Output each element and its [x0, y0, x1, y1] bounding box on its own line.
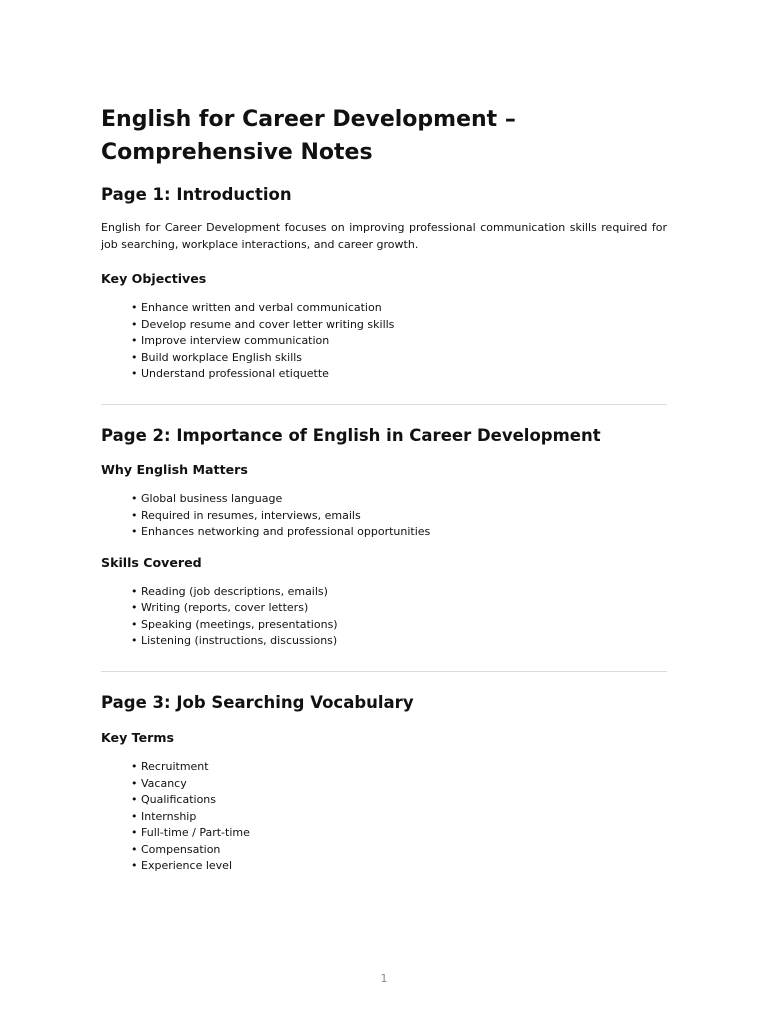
list-item: • Required in resumes, interviews, emails: [131, 508, 667, 525]
list-item: • Full-time / Part-time: [131, 825, 667, 842]
intro-paragraph: English for Career Development focuses on improving professional communication skills required for job searching, workplace interactions, and career growth.: [101, 221, 667, 251]
section-divider: [101, 404, 667, 405]
list-item: • Speaking (meetings, presentations): [131, 617, 667, 634]
list-item: • Qualifications: [131, 792, 667, 809]
subsection-heading: Skills Covered: [101, 554, 202, 570]
key-objectives-list: [101, 300, 667, 383]
section-vocabulary: [101, 692, 667, 875]
list-item: • Internship: [131, 809, 667, 826]
list-item: • Reading (job descriptions, emails): [131, 584, 667, 601]
section-heading: Page 1: Introduction: [101, 185, 292, 204]
list-item: • Recruitment: [131, 759, 667, 776]
list-item: • Vacancy: [131, 776, 667, 793]
key-terms-list: [101, 759, 667, 875]
subsection-heading: Key Objectives: [101, 271, 207, 286]
list-item: • Improve interview communication: [131, 333, 667, 350]
document-title: English for Career Development – Comprehensive Notes: [101, 107, 516, 165]
section-importance: [101, 425, 667, 650]
list-item: • Enhance written and verbal communication: [131, 300, 667, 317]
subsection-heading: Why English Matters: [101, 462, 248, 477]
list-item: • Compensation: [131, 842, 667, 859]
section-heading: Page 2: Importance of English in Career Development: [101, 426, 601, 445]
list-item: • Listening (instructions, discussions): [131, 633, 667, 650]
list-item: • Build workplace English skills: [131, 350, 667, 367]
list-item: • Writing (reports, cover letters): [131, 600, 667, 617]
page-number: 1: [380, 972, 388, 985]
why-english-list: [101, 491, 667, 541]
list-item: • Global business language: [131, 491, 667, 508]
subsection-heading: Key Terms: [101, 730, 174, 745]
section-introduction: [101, 184, 667, 383]
document-page: [101, 0, 667, 1024]
section-heading: Page 3: Job Searching Vocabulary: [101, 693, 414, 712]
list-item: • Enhances networking and professional opportunities: [131, 524, 667, 541]
list-item: • Experience level: [131, 858, 667, 875]
skills-covered-list: [101, 584, 667, 650]
section-divider: [101, 671, 667, 672]
list-item: • Develop resume and cover letter writing skills: [131, 317, 667, 334]
list-item: • Understand professional etiquette: [131, 366, 667, 383]
